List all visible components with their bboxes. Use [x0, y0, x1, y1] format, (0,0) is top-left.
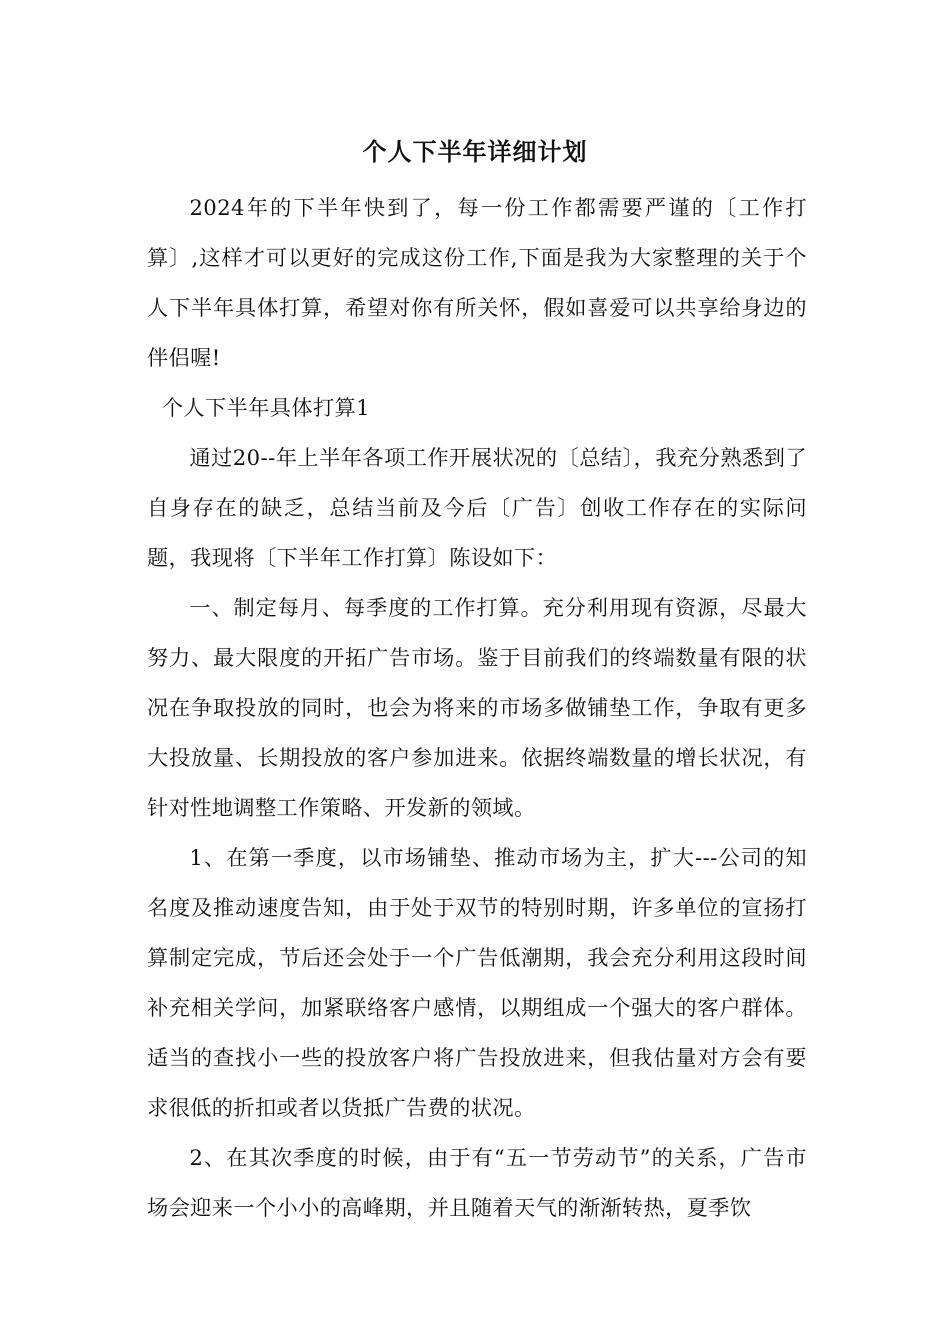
plan-paragraph-3: 2、在其次季度的时候，由于有“五一节劳动节”的关系，广告市场会迎来一个小小的高峰期，并且随着天气的渐渐转热，夏季饮 — [147, 1145, 807, 1220]
plan-paragraph-1: 一、制定每月、每季度的工作打算。充分利用现有资源，尽最大努力、最大限度的开拓广告市场。鉴于目前我们的终端数量有限的状况在争取投放的同时，也会为将来的市场多做铺垫工作，争取有更多大投放量、长期投放的客户参加进来。依据终端数量的增长状况，有针对性地调整工作策略、开发新的领域。 — [147, 595, 807, 820]
section-heading: 个人下半年具体打算1 — [161, 395, 370, 420]
intro-paragraph: 2024年的下半年快到了，每一份工作都需要严谨的〔工作打算〕,这样才可以更好的完成这份工作,下面是我为大家整理的关于个人下半年具体打算，希望对你有所关怀，假如喜爱可以共享给身边的伴侣喔! — [147, 195, 807, 370]
document-body — [147, 183, 807, 1233]
summary-paragraph: 通过20--年上半年各项工作开展状况的〔总结〕，我充分熟悉到了自身存在的缺乏，总结当前及今后〔广告〕创收工作存在的实际问题，我现将〔下半年工作打算〕陈设如下： — [147, 445, 807, 570]
plan-paragraph-2: 1、在第一季度，以市场铺垫、推动市场为主，扩大---公司的知名度及推动速度告知，由于处于双节的特别时期，许多单位的宣扬打算制定完成，节后还会处于一个广告低潮期，我会充分利用这段时间补充相关学问，加紧联络客户感情，以期组成一个强大的客户群体。适当的查找小一些的投放客户将广告投放进来，但我估量对方会有要求很低的折扣或者以货抵广告费的状况。 — [147, 845, 807, 1120]
document-title: 个人下半年详细计划 — [362, 138, 588, 166]
